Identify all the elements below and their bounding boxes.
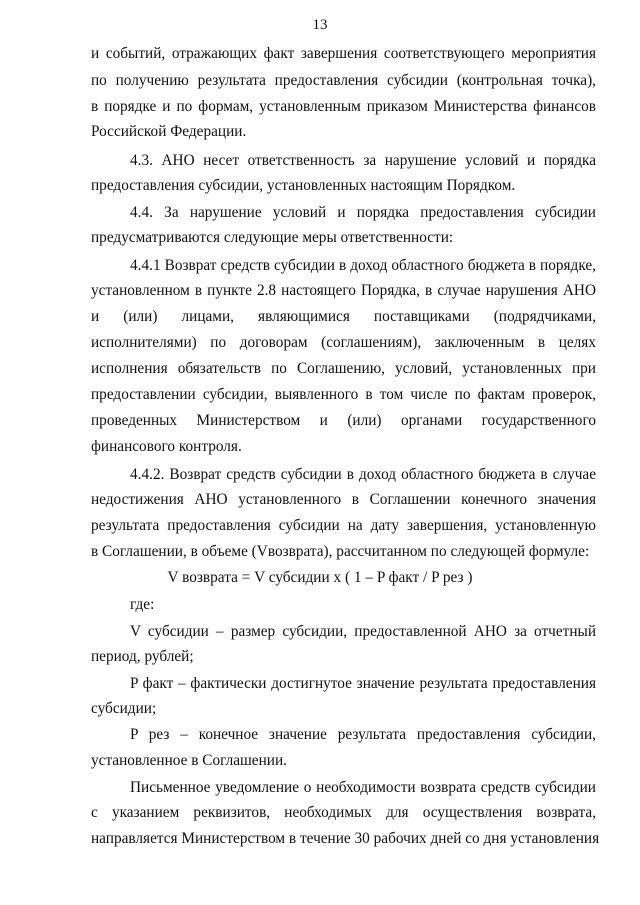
text-line: в порядке и по формам, установленным приказом Министерства финансов [91, 98, 596, 115]
definition-p-fact: P факт – фактически достигнутое значение результата предоставления [130, 675, 596, 692]
text-line: по получению результата предоставления субсидии (контрольная точка), [91, 72, 596, 89]
text-line: где: [130, 596, 155, 613]
text-line: предоставлении субсидии, выявленного в том числе по фактам проверок, [91, 386, 596, 403]
text-line: и событий, отражающих факт завершения соответствующего мероприятия [91, 45, 596, 62]
text-line: предусматриваются следующие меры ответственности: [91, 229, 454, 246]
text-line: проведенных Министерством и (или) органами государственного [91, 412, 596, 429]
text-line: установленное в Соглашении. [91, 752, 287, 769]
text-line: установленном в пункте 2.8 настоящего Порядка, в случае нарушения АНО [91, 282, 596, 299]
text-line: с указанием реквизитов, необходимых для осуществления возврата, [91, 804, 596, 821]
text-line: направляется Министерством в течение 30 рабочих дней со дня установления [91, 830, 600, 847]
definition-v-subsidy: V субсидии – размер субсидии, предоставленной АНО за отчетный [130, 623, 596, 640]
text-line: исполнителями) по договорам (соглашениям), заключенным в целях [91, 334, 596, 351]
text-line: недостижения АНО установленного в Соглашении конечного значения [91, 491, 596, 508]
text-line: в Соглашении, в объеме (Vвозврата), рассчитанном по следующей формуле: [91, 543, 590, 560]
text-line: и (или) лицами, являющимися поставщиками (подрядчиками, [91, 308, 596, 325]
formula: V возврата = V субсидии x ( 1 – P факт / P рез ) [167, 569, 473, 586]
page-number: 13 [312, 17, 328, 33]
paragraph-4-3: 4.3. АНО несет ответственность за нарушение условий и порядка [130, 152, 596, 169]
text-line: период, рублей; [91, 648, 194, 665]
text-line: исполнения обязательств по Соглашению, условий, установленных при [91, 360, 596, 377]
text-line: субсидии; [91, 700, 157, 717]
text-line: предоставления субсидии, установленных настоящим Порядком. [91, 177, 516, 194]
paragraph-4-4-1: 4.4.1 Возврат средств субсидии в доход областного бюджета в порядке, [130, 257, 596, 274]
paragraph-4-4: 4.4. За нарушение условий и порядка предоставления субсидии [130, 204, 596, 221]
paragraph-4-4-2: 4.4.2. Возврат средств субсидии в доход областного бюджета в случае [130, 466, 596, 483]
definition-p-res: P рез – конечное значение результата предоставления субсидии, [130, 726, 596, 743]
text-line: финансового контроля. [91, 438, 242, 455]
text-line: результата предоставления субсидии на дату завершения, установленную [91, 517, 596, 534]
notice-paragraph: Письменное уведомление о необходимости возврата средств субсидии [130, 779, 596, 796]
text-line: Российской Федерации. [91, 123, 247, 140]
